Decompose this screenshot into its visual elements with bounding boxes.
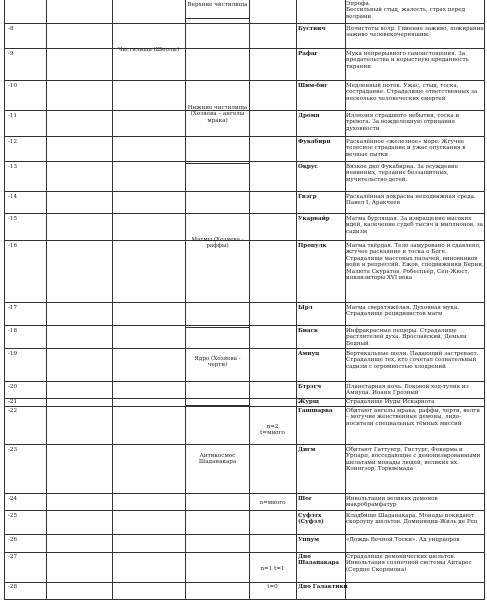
row-25-name: Суфэтх (Суфэл) <box>298 513 324 526</box>
row-21-num: -21 <box>8 399 18 405</box>
row-25-desc: Кладбище Шаданакара. Монады покидают скорлупу шельтов. Доминиции-Жиль де Рец <box>346 513 478 526</box>
row-12-name: Фукабирн <box>298 139 331 145</box>
note-n1: n=1 t=1 <box>260 566 285 572</box>
row-10-desc: Медленный поток. Ужас, стыд, тоска, сострадание. Страдалище ответственных за несколько человеческих смертей <box>346 83 478 102</box>
group-antikosmos: Антикосмос Шаданакара <box>198 453 237 466</box>
row-9-num: -9 <box>8 51 14 57</box>
row-20-num: -20 <box>8 384 18 390</box>
group-yadro: Ядро (Хозяева - черти) <box>194 356 241 369</box>
group-upper-chistilishcha: Верхние чистилища <box>187 2 248 8</box>
row-13-name: Окрус <box>298 164 318 170</box>
note-n2: n=2 t=много <box>260 424 285 437</box>
row-top-desc: Эпрофа. Бессильный стыд, жалость, страх перед волрами <box>346 1 466 20</box>
row-25-num: -25 <box>8 513 18 519</box>
row-21-name: Журщ <box>298 399 319 405</box>
row-19-num: -19 <box>8 351 18 357</box>
row-11-name: Дромн <box>298 113 320 119</box>
row-11-num: -11 <box>8 113 18 119</box>
row-16-name: Пропулк <box>298 243 327 249</box>
row-12-num: -12 <box>8 139 18 145</box>
row-14-num: -14 <box>8 194 18 200</box>
note-t0: t=0 <box>267 584 278 590</box>
row-17-num: -17 <box>8 305 18 311</box>
row-24-name: Шог <box>298 496 313 502</box>
row-18-num: -18 <box>8 328 18 334</box>
row-26-num: -26 <box>8 537 18 543</box>
row-23-num: -23 <box>8 447 18 453</box>
row-16-desc: Магма твёрдая. Тело замуровано и сдавлено, жгучее раскаяние и тоска о Боге. Страдалище массовых палачей, виновников войн и репрессий. Ежов, сподвижники Берии, Малюта Скуратов, Робеспьер, Сен-Жюст, инквизиторы XVI века <box>346 243 484 282</box>
row-15-desc: Магма бурлящая. За извращение высоких идей, калечение судеб тысяч и миллионов, за садизм <box>346 216 484 235</box>
row-27-num: -27 <box>8 554 18 560</box>
row-8-name: Буствич <box>298 26 326 32</box>
group-chistilishcha: Чистилища (Шеолы) <box>117 47 180 53</box>
row-9-desc: Мука непрерывного самоистощения. За предательства и корыстную преданность тирании <box>346 51 469 70</box>
row-22-desc: Обитают ангелы мрака, раффы, черти, велги – могучие женственные демоны, лидо-носители специальных тёмных миссий <box>346 408 480 427</box>
row-16-num: -16 <box>8 243 18 249</box>
row-9-name: Рафаг <box>298 51 318 57</box>
row-20-name: Бтрэгч <box>298 384 322 390</box>
row-12-desc: Раскалённое «железное» море. Жгучее телесное страдание и ужас опускания в вечные пытки <box>346 139 466 158</box>
row-14-desc: Раскалённая докрасна неподвижная среда. Павел I, Аракчеев <box>346 194 476 207</box>
row-18-desc: Инфракрасные пещеры. Страдалище растлителей духа. Ярославский, Демьян Бедный <box>346 328 467 347</box>
row-23-name: Дигм <box>298 447 316 453</box>
row-8-desc: Нечистоты волр. Гниение заживо, пожирание заживо человекочерняшим. <box>346 26 484 39</box>
row-23-desc: Обитают Гаттунгр, Гистург, Фокерма и Урпарп, восседающие с демонизированными шельтами монады людей, великих их. Клингзор, Торквемада <box>346 447 481 473</box>
row-19-desc: Вертикальные щели. Падающий застревает. Страдалище тех, кто сочетал сознательный садизм с огромностью хлоддений <box>346 351 479 370</box>
row-13-desc: Вязкое дно Фукабирна. За осуждение невинных, терзание беззащитных, мучительство детей. <box>346 164 459 183</box>
row-17-desc: Магма сверхтяжёлая. Духовная мука. Страдалище рецидивистов магм <box>346 305 459 318</box>
row-15-num: -15 <box>8 216 18 222</box>
row-18-name: Биаск <box>298 328 318 334</box>
row-26-name: Уппум <box>298 537 320 543</box>
row-13-num: -13 <box>8 164 18 170</box>
row-27-desc: Страдалище демонических шельтов. Инвольтация солнечной системы Антарес (Сердце Скорпиона) <box>346 554 472 573</box>
row-21-desc: Страдалище Иуды Искариота <box>346 399 435 405</box>
row-10-name: Шим-биг <box>298 83 328 89</box>
row-28-name: Дно Галактики <box>298 584 348 590</box>
row-14-name: Гвэгр <box>298 194 317 200</box>
row-26-desc: «Дождь Вечной Тоски». Ад уицраоров <box>346 537 460 543</box>
row-27-name: Дно Шаданакара <box>298 554 339 567</box>
row-28-num: -28 <box>8 584 18 590</box>
group-magmy: Магмы (Хозяева - раффы) <box>191 237 244 250</box>
row-20-desc: Планетарная ночь. Боковой ход-тупик из Амнуца. Иоанн Грозный <box>346 384 469 397</box>
row-24-desc: Инвольтации великих демонов макробрамфатур <box>346 496 438 509</box>
row-8-num: -8 <box>8 26 14 32</box>
group-lower-chistilishcha: Нижние чистилища (Хозяева – ангелы мрака) <box>187 105 248 124</box>
row-15-name: Укарвайр <box>298 216 330 222</box>
row-22-num: -22 <box>8 408 18 414</box>
note-nmany: n=много <box>259 500 286 506</box>
row-19-name: Амнуц <box>298 351 320 357</box>
row-11-desc: Иллюзия страшного небытия, тоска и тревога. За вожделенную отрицание духовности <box>346 113 460 132</box>
row-17-name: Ырл <box>298 305 313 311</box>
row-10-num: -10 <box>8 83 18 89</box>
row-22-name: Гашшарва <box>298 408 333 414</box>
row-24-num: -24 <box>8 496 18 502</box>
